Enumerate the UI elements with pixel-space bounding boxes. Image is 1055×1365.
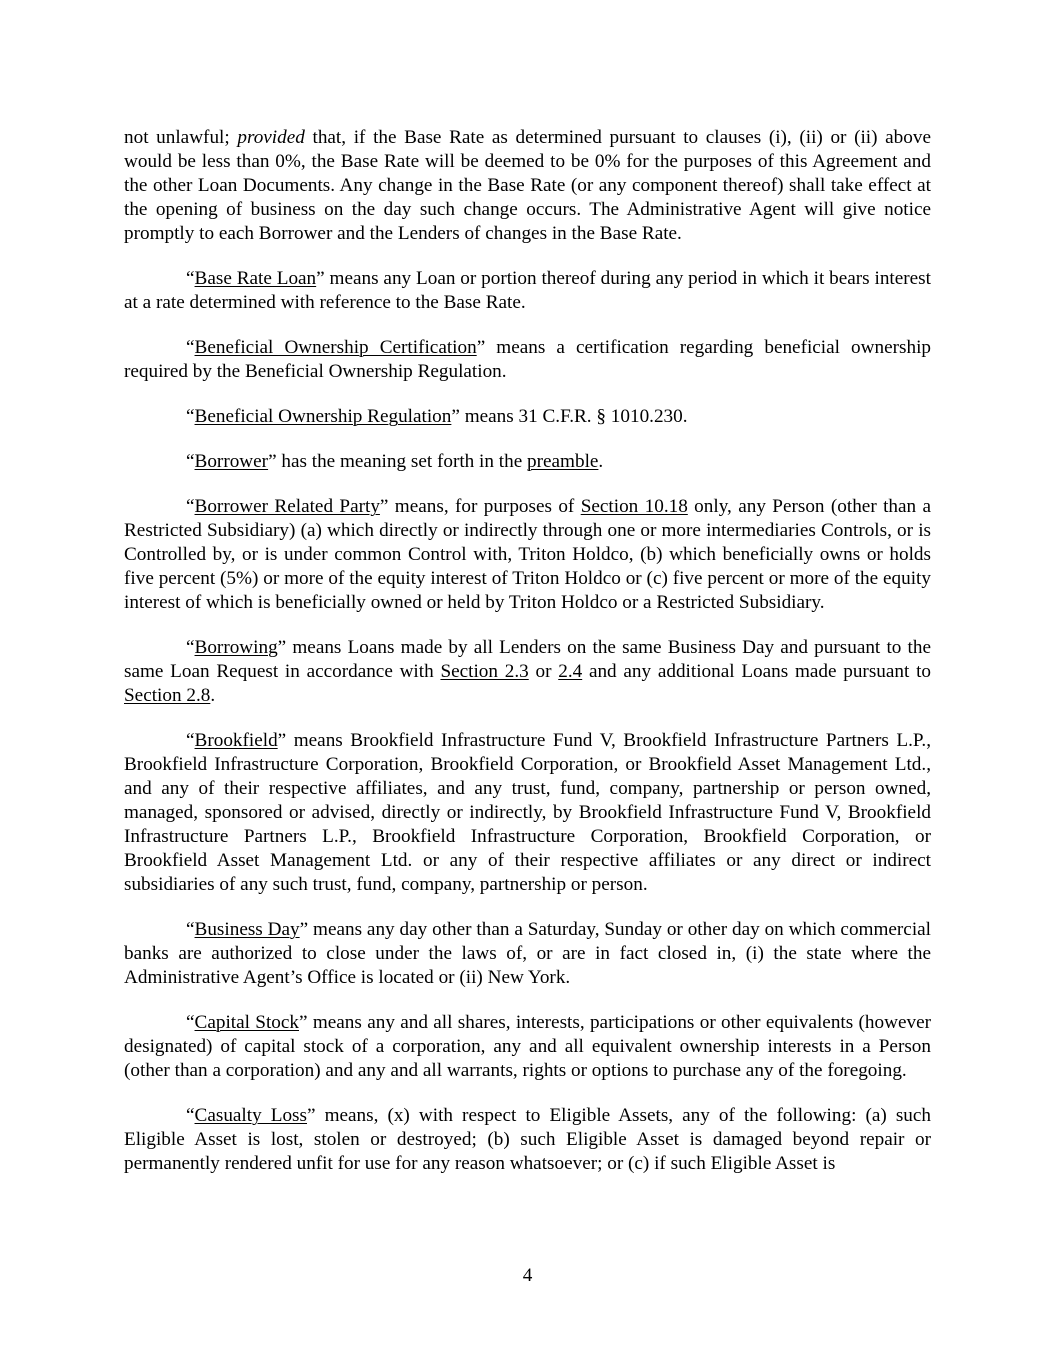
page-number: 4 (522, 1265, 533, 1286)
open-quote: “ (186, 406, 195, 427)
defined-term: Beneficial Ownership Regulation (194, 406, 452, 427)
defined-term: Capital Stock (194, 1012, 299, 1033)
cross-reference: Section 2.3 (440, 661, 529, 682)
definition-capital-stock (124, 1011, 931, 1083)
definition-text: ” means 31 C.F.R. § 1010.230. (451, 406, 688, 427)
defined-term: Business Day (194, 919, 300, 940)
definition-text: and any additional Loans made pursuant to (582, 661, 931, 682)
defined-term: Borrowing (194, 637, 278, 658)
definition-text: or (528, 661, 559, 682)
open-quote: “ (186, 1105, 195, 1126)
definition-text: ” means any and all shares, interests, participations or other equivalents (however designated) of capital stock of a corporation, any and all equivalent ownership interests in a Person (other than a corporation) and any and all warrants, rights or options to purchase any of the foregoing. (124, 1012, 931, 1081)
definition-beneficial-ownership-regulation (124, 405, 931, 429)
definition-casualty-loss (124, 1104, 931, 1176)
open-quote: “ (186, 919, 195, 940)
italic-term-provided: provided (237, 127, 305, 148)
defined-term: Base Rate Loan (194, 268, 317, 289)
definition-text: ” has the meaning set forth in the (268, 451, 528, 472)
cross-reference: Section 2.8 (124, 685, 211, 706)
paragraph-base-rate-continuation (124, 126, 931, 246)
defined-term: Borrower Related Party (194, 496, 380, 517)
definition-text: only, any Person (other than a Restricted Subsidiary) (a) which directly or indirectly through one or more intermediaries Controls, or is Controlled by, or is under common Control with, Triton Holdco, (b) which beneficially owns or holds five percent (5%) or more of the equity interest of Triton Holdco or (c) five percent or more of the equity interest of which is beneficially owned or held by Triton Holdco or a Restricted Subsidiary. (124, 496, 932, 613)
open-quote: “ (186, 451, 195, 472)
text-run: that, if the Base Rate as determined pursuant to clauses (i), (ii) or (ii) above would be less than 0%, the Base Rate will be deemed to be 0% for the purposes of this Agreement and the other Loan Documents. Any change in the Base Rate (or any component thereof) shall take effect at the opening of business on the day such change occurs. The Administrative Agent will give notice promptly to each Borrower and the Lenders of changes in the Base Rate. (124, 127, 931, 244)
definition-text: ” means Brookfield Infrastructure Fund V, Brookfield Infrastructure Partners L.P., Brookfield Infrastructure Corporation, Brookfield Corporation, or Brookfield Asset Management Ltd., and any of their respective affiliates, and any trust, fund, company, partnership or person owned, managed, sponsored or advised, directly or indirectly, by Brookfield Infrastructure Fund V, Brookfield Infrastructure Partners L.P., Brookfield Infrastructure Corporation, Brookfield Corporation, or Brookfield Asset Management Ltd. or any of their respective affiliates or any direct or indirect subsidiaries of any such trust, fund, company, partnership or person. (124, 730, 931, 895)
definition-beneficial-ownership-certification (124, 336, 931, 384)
definition-base-rate-loan (124, 267, 931, 315)
open-quote: “ (186, 268, 195, 289)
open-quote: “ (186, 730, 195, 751)
definition-text: ” means, (x) with respect to Eligible Assets, any of the following: (a) such Eligible Asset is lost, stolen or destroyed; (b) such Eligible Asset is damaged beyond repair or permanently rendered unfit for use for any reason whatsoever; or (c) if such Eligible Asset is (124, 1105, 931, 1174)
definition-borrower (124, 450, 931, 474)
definition-text: . (598, 451, 604, 472)
cross-reference: Section 10.18 (580, 496, 688, 517)
defined-term: Beneficial Ownership Certification (194, 337, 477, 358)
document-page (124, 126, 931, 1197)
definition-text: ” means Loans made by all Lenders on the same Business Day and pursuant to the same Loan Request in accordance with (124, 637, 931, 682)
definition-text: ” means, for purposes of (379, 496, 581, 517)
definition-borrowing (124, 636, 931, 708)
cross-reference: preamble (527, 451, 599, 472)
definition-brookfield (124, 729, 931, 897)
defined-term: Casualty Loss (194, 1105, 307, 1126)
definition-business-day (124, 918, 931, 990)
definition-text: ” means a certification regarding beneficial ownership required by the Beneficial Ownership Regulation. (124, 337, 931, 382)
defined-term: Borrower (194, 451, 269, 472)
definition-text: ” means any Loan or portion thereof during any period in which it bears interest at a rate determined with reference to the Base Rate. (124, 268, 931, 313)
definition-text: ” means any day other than a Saturday, Sunday or other day on which commercial banks are authorized to close under the laws of, or are in fact closed in, (i) the state where the Administrative Agent’s Office is located or (ii) New York. (124, 919, 931, 988)
definition-borrower-related-party (124, 495, 931, 615)
open-quote: “ (186, 337, 195, 358)
definition-text: . (210, 685, 216, 706)
cross-reference: 2.4 (558, 661, 583, 682)
text-run: not unlawful; (124, 127, 238, 148)
open-quote: “ (186, 1012, 195, 1033)
defined-term: Brookfield (194, 730, 278, 751)
open-quote: “ (186, 637, 195, 658)
open-quote: “ (186, 496, 195, 517)
